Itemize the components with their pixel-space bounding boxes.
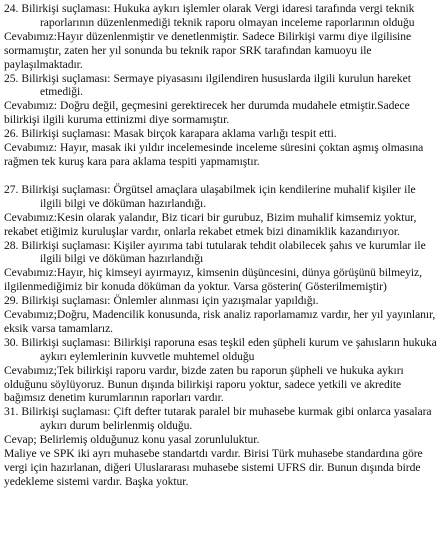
charge-24: 24. Bilirkişi suçlaması: Hukuka aykırı işlemler olarak Vergi idaresi tarafında vergi teknik raporlarının düzenlenmediği teknik raporu olmayan inceleme raporlarının olduğu [4,2,415,29]
answer-30: Cevabımız;Tek bilirkişi raporu vardır, bizde zaten bu raporun şüpheli ve hukuka aykırı olduğunu söylüyoruz. Bunun dışında bilirkişi raporu yoktur, sadece yetkili ve akredite bağımsız denetim kurumlarının raporları vardır. [4,363,404,405]
section-items-27-31 [4,183,438,489]
answer-24: Cevabımız:Hayır düzenlenmiştir ve denetlenmiştir. Sadece Bilirkişi varmı diye ilgilisine sormamıştır, zaten her yıl sonunda bu teknik rapor SRK tarafından kamuoyu ile paylaşılmaktadır. [4,29,412,71]
section-items-24-26 [4,2,438,169]
charge-28: 28. Bilirkişi suçlaması: Kişiler ayırıma tabi tutularak tehdit olabilecek şahıs ve kurumlar ile ilgili bilgi ve döküman hazırlandığı [4,238,426,266]
answer-31: Cevap; Belirlemiş olduğunuz konu yasal zorunluluktur. [4,433,260,447]
charge-26: 26. Bilirkişi suçlaması: Masak birçok karapara aklama varlığı tespit etti. [4,127,337,141]
charge-30: 30. Bilirkişi suçlaması: Bilirkişi raporuna esas teşkil eden şüpheli kurum ve şahısların hukuka aykırı eylemlerinin kuvvetle muhtemel olduğu [4,335,437,363]
answer-26: Cevabımız: Hayır, masak iki yıldır incelemesinde inceleme süresini çoktan aşmış olmasına rağmen tek kuruş kara para aklama tespiti yapmamıştır. [4,141,424,168]
charge-25: 25. Bilirkişi suçlaması: Sermaye piyasasını ilgilendiren hususlarda ilgili kurulun hareket etmediği. [4,71,411,99]
charge-31: 31. Bilirkişi suçlaması: Çift defter tutarak paralel bir muhasebe kurmak gibi onlarca yasalara aykırı durum belirlenmiş olduğu. [4,405,432,433]
answer-27: Cevabımız:Kesin olarak yalandır, Biz ticari bir gurubuz, Bizim muhalif kimsemiz yoktur, rekabet etiğimiz kuruluşlar vardır, onlarla rekabet etmek bizi dinamiklik kazandırıyor. [4,210,417,238]
answer-28: Cevabımız:Hayır, hiç kimseyi ayırmayız, kimsenin düşüncesini, dünya görüşünü bilmeyiz, ilgilenmediğimiz bir konuda döküman da yoktur. Varsa gösterin( Gösterilmemiştir) [4,266,422,294]
charge-27: 27. Bilirkişi suçlaması: Örgütsel amaçlara ulaşabilmek için kendilerine muhalif kişiler ile ilgili bilgi ve döküman hazırlandığı. [4,182,416,210]
answer-25: Cevabımız: Doğru değil, geçmesini gerektirecek her durumda mudahele etmiştir.Sadece bilirkişi ilgili kuruma ettinizmi diye sormamıştır. [4,99,410,127]
answer-29: Cevabımız;Doğru, Madencilik konusunda, risk analiz raporlamamız vardır, her yıl yayınlanır, eksik varsa tamamlarız. [4,308,436,335]
charge-29: 29. Bilirkişi suçlaması: Önlemler alınması için yazışmalar yapıldığı. [4,294,319,308]
answer-31-continued: Maliye ve SPK iki ayrı muhasebe standartdı vardır. Birisi Türk muhasebe standardına göre vergi için hazırlanan, diğeri Uluslararası muhasebe sistemi UFRS dir. Bunun dışında birde yedekleme sistemi vardır. Başka yoktur. [4,447,423,488]
